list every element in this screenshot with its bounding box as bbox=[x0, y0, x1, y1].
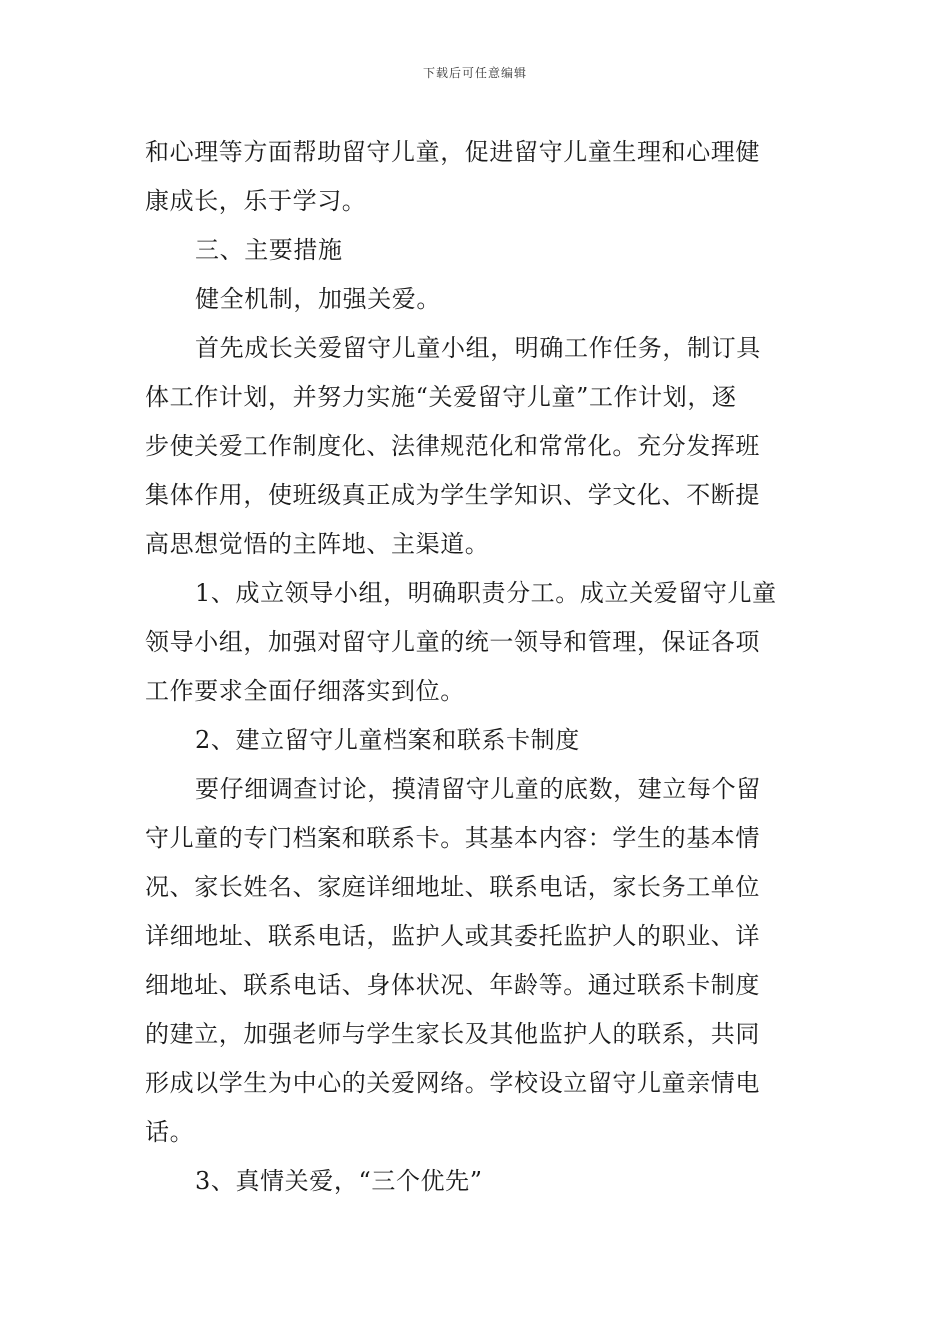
text-line: 首先成长关爱留守儿童小组，明确工作任务，制订具 bbox=[195, 334, 761, 362]
text-line: 详细地址、联系电话，监护人或其委托监护人的职业、详 bbox=[145, 922, 760, 950]
text-line: 集体作用，使班级真正成为学生学知识、学文化、不断提 bbox=[145, 481, 760, 509]
text-line: 健全机制，加强关爱。 bbox=[195, 285, 441, 313]
text-line: 2、建立留守儿童档案和联系卡制度 bbox=[195, 726, 580, 754]
text-line: 细地址、联系电话、身体状况、年龄等。通过联系卡制度 bbox=[145, 971, 760, 999]
section-heading: 三、主要措施 bbox=[195, 236, 343, 264]
document-body bbox=[145, 128, 807, 1206]
text-line: 领导小组，加强对留守儿童的统一领导和管理，保证各项 bbox=[145, 628, 760, 656]
text-line: 工作要求全面仔细落实到位。 bbox=[145, 677, 465, 705]
text-line: 的建立，加强老师与学生家长及其他监护人的联系，共同 bbox=[145, 1020, 760, 1048]
text-line: 况、家长姓名、家庭详细地址、联系电话，家长务工单位 bbox=[145, 873, 760, 901]
page-header: 下载后可任意编辑 bbox=[422, 66, 527, 80]
text-line: 高思想觉悟的主阵地、主渠道。 bbox=[145, 530, 490, 558]
text-line: 体工作计划，并努力实施“关爱留守儿童”工作计划，逐 bbox=[145, 383, 737, 411]
text-line: 步使关爱工作制度化、法律规范化和常常化。充分发挥班 bbox=[145, 432, 760, 460]
text-line: 和心理等方面帮助留守儿童，促进留守儿童生理和心理健 bbox=[145, 138, 760, 166]
text-line: 康成长，乐于学习。 bbox=[145, 187, 367, 215]
text-line: 形成以学生为中心的关爱网络。学校设立留守儿童亲情电 bbox=[145, 1069, 760, 1097]
text-line: 话。 bbox=[145, 1118, 195, 1146]
text-line: 3、真情关爱，“三个优先” bbox=[195, 1167, 483, 1195]
text-line: 守儿童的专门档案和联系卡。其基本内容：学生的基本情 bbox=[145, 824, 760, 852]
text-line: 1、成立领导小组，明确职责分工。成立关爱留守儿童 bbox=[195, 579, 777, 607]
text-line: 要仔细调查讨论，摸清留守儿童的底数，建立每个留 bbox=[195, 775, 761, 803]
